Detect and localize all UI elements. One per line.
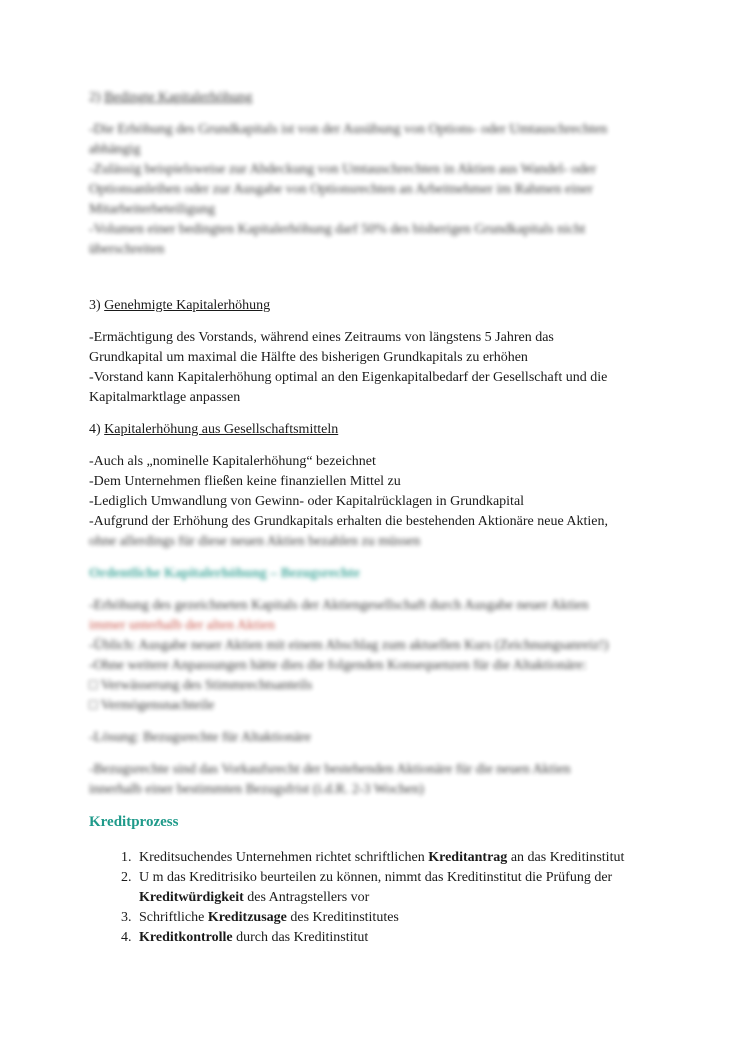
- bullet-line: □ Verwässerung des Stimmrechtsanteils: [89, 678, 313, 693]
- section-number: 2): [89, 90, 101, 105]
- section-heading: [89, 88, 669, 108]
- section-kapitalerhoehung-gesellschaftsmittel: [89, 420, 669, 552]
- bullet-line: □ Vermögensnachteile: [89, 698, 215, 713]
- text-line: -Aufgrund der Erhöhung des Grundkapitals erhalten die bestehenden Aktionäre neue Aktien,: [89, 514, 609, 529]
- section-number: 4): [89, 422, 101, 437]
- text-line: Grundkapital um maximal die Hälfte des bisherigen Grundkapitals zu erhöhen: [89, 350, 528, 365]
- document-page: [89, 88, 669, 948]
- text-line-highlight: immer unterhalb der alten Aktien: [89, 618, 275, 633]
- section-title: Kreditprozess: [89, 814, 179, 830]
- list-item: [135, 868, 669, 908]
- text-line: -Die Erhöhung des Grundkapitals ist von der Ausübung von Options- oder Umtauschrechten: [89, 122, 608, 137]
- section-title: Genehmigte Kapitalerhöhung: [104, 298, 271, 313]
- section-genehmigte-kapitalerhoehung: [89, 296, 669, 408]
- list-item: [135, 848, 669, 868]
- step-text: Schriftliche: [139, 910, 208, 925]
- section-title: Kapitalerhöhung aus Gesellschaftsmitteln: [104, 422, 339, 437]
- text-line: -Üblich: Ausgabe neuer Aktien mit einem Abschlag zum aktuellen Kurs (Zeichnungsanreiz!): [89, 638, 609, 653]
- text-line: überschreiten: [89, 242, 165, 257]
- section-number: 3): [89, 298, 101, 313]
- text-line: -Bezugsrechte sind das Vorkaufsrecht der bestehenden Aktionäre für die neuen Aktien: [89, 762, 571, 777]
- text-line: innerhalb einer bestimmten Bezugsfrist (i.d.R. 2-3 Wochen): [89, 782, 424, 797]
- step-text: des Antragstellers vor: [243, 890, 370, 905]
- text-line: -Auch als „nominelle Kapitalerhöhung“ bezeichnet: [89, 454, 376, 469]
- section-bezugsrechte: [89, 564, 669, 800]
- text-line: -Lösung: Bezugsrechte für Altaktionäre: [89, 730, 311, 745]
- step-text: durch das Kreditinstitut: [232, 930, 369, 945]
- text-line: -Zulässig beispielsweise zur Abdeckung von Umtauschrechten in Aktien aus Wandel- oder: [89, 162, 597, 177]
- text-line: Mitarbeiterbeteiligung: [89, 202, 215, 217]
- text-line: Optionsanleihen oder zur Ausgabe von Optionsrechten an Arbeitnehmer im Rahmen einer: [89, 182, 593, 197]
- section-heading: [89, 420, 669, 440]
- kreditprozess-steps: [89, 848, 669, 948]
- text-line-blurred: ohne allerdings für diese neuen Aktien bezahlen zu müssen: [89, 534, 421, 549]
- text-line: abhängig: [89, 142, 141, 157]
- step-text: des Kreditinstitutes: [286, 910, 399, 925]
- section-title: Ordentliche Kapitalerhöhung – Bezugsrechte: [89, 566, 360, 581]
- section-kreditprozess: [89, 812, 669, 948]
- text-line: -Lediglich Umwandlung von Gewinn- oder Kapitalrücklagen in Grundkapital: [89, 494, 525, 509]
- text-line: Kapitalmarktlage anpassen: [89, 390, 241, 405]
- step-keyword: Kreditzusage: [207, 910, 287, 925]
- text-line: -Erhöhung des gezeichneten Kapitals der Aktiengesellschaft durch Ausgabe neuer Aktien: [89, 598, 589, 613]
- step-text: Kreditsuchendes Unternehmen richtet schriftlichen: [139, 850, 429, 865]
- section-heading: [89, 296, 669, 316]
- step-text: U m das Kreditrisiko beurteilen zu können, nimmt das Kreditinstitut die Prüfung der: [139, 870, 613, 885]
- list-item: [135, 928, 669, 948]
- step-keyword: Kreditantrag: [428, 850, 508, 865]
- list-item: [135, 908, 669, 928]
- step-keyword: Kreditkontrolle: [139, 930, 233, 945]
- text-line: -Vorstand kann Kapitalerhöhung optimal an den Eigenkapitalbedarf der Gesellschaft und die: [89, 370, 608, 385]
- section-title: Bedingte Kapitalerhöhung: [104, 90, 253, 105]
- text-line: -Ohne weitere Anpassungen hätte dies die folgenden Konsequenzen für die Altaktionäre:: [89, 658, 587, 673]
- step-keyword: Kreditwürdigkeit: [139, 890, 244, 905]
- step-text: an das Kreditinstitut: [507, 850, 625, 865]
- text-line: -Ermächtigung des Vorstands, während eines Zeitraums von längstens 5 Jahren das: [89, 330, 554, 345]
- text-line: -Dem Unternehmen fließen keine finanziellen Mittel zu: [89, 474, 401, 489]
- text-line: -Volumen einer bedingten Kapitalerhöhung darf 50% des bisherigen Grundkapitals nicht: [89, 222, 586, 237]
- section-bedingte-kapitalerhoehung: [89, 88, 669, 260]
